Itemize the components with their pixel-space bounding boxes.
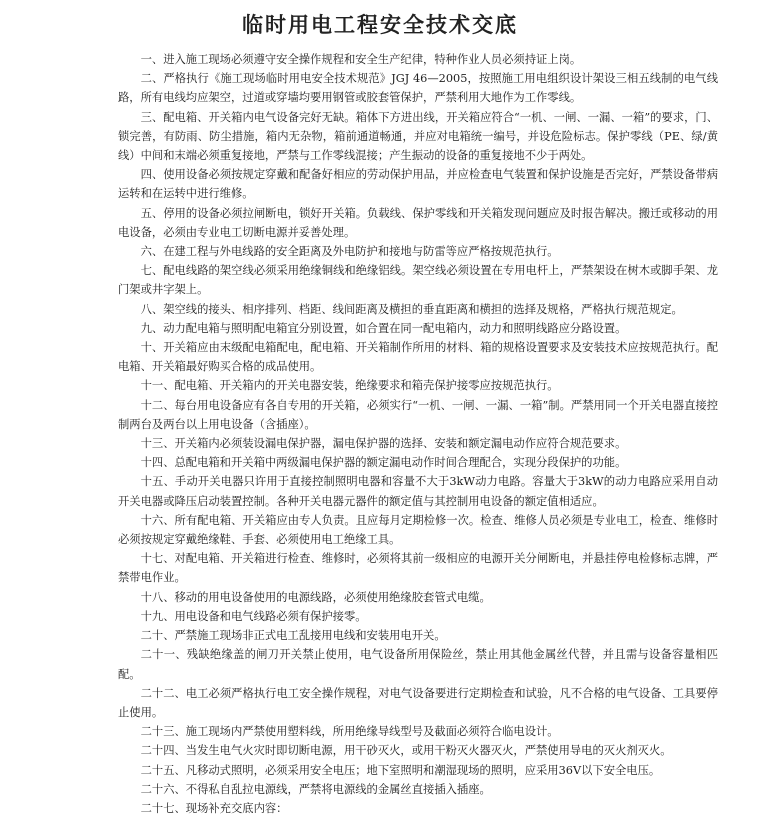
clause-26: 二十六、不得私自乱拉电源线，严禁将电源线的金属丝直接插入插座。 <box>140 782 491 796</box>
clause-5: 五、停用的设备必须拉闸断电，锁好开关箱。负载线、保护零线和开关箱发现问题应及时报告解决。搬迁或移动的用电设备，必须由专业电工切断电源并妥善处理。 <box>118 206 718 239</box>
clause-22: 二十二、电工必须严格执行电工安全操作规程，对电气设备要进行定期检查和试验，凡不合格的电气设备、工具要停止使用。 <box>118 686 718 719</box>
clause-23: 二十三、施工现场内严禁使用塑料线，所用绝缘导线型号及截面必须符合临电设计。 <box>140 725 559 739</box>
document-title: 临时用电工程安全技术交底 <box>242 13 518 37</box>
clause-10: 十、开关箱应由末级配电箱配电，配电箱、开关箱制作所用的材料、箱的规格设置要求及安装技术应按规范执行。配电箱、开关箱最好购买合格的成品使用。 <box>118 341 718 374</box>
clause-20: 二十、严禁施工现场非正式电工乱接用电线和安装用电开关。 <box>140 629 446 643</box>
clause-8: 八、架空线的接头、相序排列、档距、线间距离及横担的垂直距离和横担的选择及规格，严格执行规范规定。 <box>140 302 683 316</box>
clause-11: 十一、配电箱、开关箱内的开关电器安装，绝缘要求和箱壳保护接零应按规范执行。 <box>140 379 559 393</box>
clause-15: 十五、手动开关电器只许用于直接控制照明电器和容量不大于3kW动力电路。容量大于3kW的动力电路应采用自动开关电器或降压启动装置控制。各种开关电器元器件的额定值与其控制用电设备的额定值相适应。 <box>118 475 718 508</box>
document-body <box>118 50 718 818</box>
clause-25: 二十五、凡移动式照明，必须采用安全电压；地下室照明和潮湿现场的照明，应采用36V以下安全电压。 <box>140 763 661 777</box>
clause-13: 十三、开关箱内必须装设漏电保护器，漏电保护器的选择、安装和额定漏电动作应符合规范要求。 <box>140 437 627 451</box>
clause-1: 一、进入施工现场必须遵守安全操作规程和安全生产纪律，特种作业人员必须持证上岗。 <box>140 53 582 66</box>
clause-18: 十八、移动的用电设备使用的电源线路，必须使用绝缘胶套管式电缆。 <box>140 590 491 604</box>
clause-2: 二、严格执行《施工现场临时用电安全技术规范》JGJ 46—2005，按照施工用电组织设计架设三相五线制的电气线路，所有电线均应架空，过道或穿墙均要用钢管或胶套管保护，严禁利用大地作为工作零线。 <box>118 72 718 105</box>
clause-7: 七、配电线路的架空线必须采用绝缘铜线和绝缘铝线。架空线必须设置在专用电杆上，严禁架设在树木或脚手架、龙门架或井字架上。 <box>118 264 718 297</box>
clause-3: 三、配电箱、开关箱内电气设备完好无缺。箱体下方进出线，开关箱应符合“一机、一闸、一漏、一箱”的要求，门、锁完善，有防雨、防尘措施，箱内无杂物，箱前通道畅通，并应对电箱统一编号，并设危险标志。保护零线（PE、绿/黄线）中间和末端必须重复接地，严禁与工作零线混接；产生振动的设备的重复接地不少于两处。 <box>118 110 718 163</box>
clause-19: 十九、用电设备和电气线路必须有保护接零。 <box>140 609 367 623</box>
clause-6: 六、在建工程与外电线路的安全距离及外电防护和接地与防雷等应严格按规范执行。 <box>140 245 559 259</box>
clause-9: 九、动力配电箱与照明配电箱宜分别设置，如合置在同一配电箱内，动力和照明线路应分路设置。 <box>140 321 627 335</box>
clause-12: 十二、每台用电设备应有各自专用的开关箱，必须实行“一机、一闸、一漏、一箱”制。严禁用同一个开关电器直接控制两台及两台以上用电设备（含插座）。 <box>118 398 718 431</box>
clause-4: 四、使用设备必须按规定穿戴和配备好相应的劳动保护用品，并应检查电气装置和保护设施是否完好，严禁设备带病运转和在运转中进行维修。 <box>118 168 718 201</box>
clause-27: 二十七、现场补充交底内容： <box>140 801 288 815</box>
clause-24: 二十四、当发生电气火灾时即切断电源，用干砂灭火，或用干粉灭火器灭火，严禁使用导电的灭火剂灭火。 <box>140 744 672 758</box>
clause-21: 二十一、残缺绝缘盖的闸刀开关禁止使用，电气设备所用保险丝，禁止用其他金属丝代替，并且需与设备容量相匹配。 <box>118 648 718 681</box>
clause-17: 十七、对配电箱、开关箱进行检查、维修时，必须将其前一级相应的电源开关分闸断电，并悬挂停电检修标志牌，严禁带电作业。 <box>118 552 718 585</box>
clause-16: 十六、所有配电箱、开关箱应由专人负责。且应每月定期检修一次。检查、维修人员必须是专业电工，检查、维修时必须按规定穿戴绝缘鞋、手套、必须使用电工绝缘工具。 <box>118 513 718 547</box>
clause-14: 十四、总配电箱和开关箱中两级漏电保护器的额定漏电动作时间合理配合，实现分段保护的功能。 <box>140 456 627 470</box>
